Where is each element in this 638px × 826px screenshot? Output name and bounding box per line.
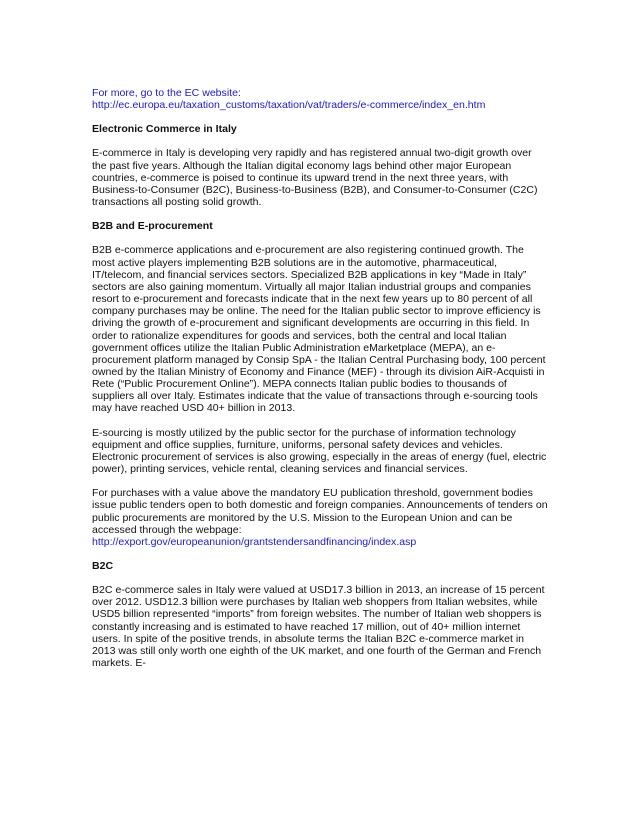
paragraph: B2C e-commerce sales in Italy were valued at USD17.3 billion in 2013, an increase of 15 percent over 2012. USD12.3 billion were purchases by Italian web shoppers from Italian websites, while USD5 billion represented “imports” from foreign websites. The number of Italian web shoppers is constantly increasing and is estimated to have reached 17 million, out of 40+ million internet users. In spite of the positive trends, in absolute terms the Italian B2C e-commerce market in 2013 was still only worth one eighth of the UK market, and one fourth of the German and French markets. E-: [92, 584, 545, 670]
section-ecommerce-italy: [92, 123, 548, 208]
section-heading: B2C: [92, 560, 114, 572]
section-heading: B2B and E-procurement: [92, 220, 213, 233]
paragraph: E-commerce in Italy is developing very rapidly and has registered annual two-digit growth over the past five years. Although the Italian digital economy lags behind other major European countries, e-commerce is poised to continue its upward trend in the next three years, with Business-to-Consumer (B2C), Business-to-Business (B2B), and Consumer-to-Consumer (C2C) transactions all posting solid growth.: [92, 147, 538, 209]
ec-website-link[interactable]: http://ec.europa.eu/taxation_customs/taxation/vat/traders/e-commerce/index_en.htm: [92, 99, 486, 112]
paragraph: E-sourcing is mostly utilized by the public sector for the purchase of information technology equipment and office supplies, furniture, uniforms, personal safety devices and vehicles. Electronic procurement of services is also growing, especially in the areas of energy (fuel, electric power), printing services, vehicle rental, cleaning services and financial services.: [92, 426, 547, 476]
procurement-link[interactable]: http://export.gov/europeanunion/grantstendersandfinancing/index.asp: [92, 535, 417, 548]
intro-block: [92, 87, 548, 111]
document-page: [92, 87, 548, 669]
intro-label: For more, go to the EC website:: [92, 87, 241, 99]
section-heading: Electronic Commerce in Italy: [92, 123, 237, 136]
section-b2c: [92, 560, 548, 669]
paragraph: B2B e-commerce applications and e-procurement are also registering continued growth. The most active players implementing B2B solutions are in the automotive, pharmaceutical, IT/telecom, and financial services sectors. Specialized B2B applications in key “Made in Italy” sectors are also gaining momentum. Virtually all major Italian industrial groups and companies resort to e-procurement and forecasts indicate that in the next few years up to 80 percent of all company purchases may be online. The need for the Italian public sector to improve efficiency is driving the growth of e-procurement and significant developments are occurring in this field. In order to rationalize expenditures for goods and services, both the central and local Italian government offices utilize the Italian Public Administration eMarketplace (MEPA), an e-procurement platform managed by Consip SpA - the Italian Central Purchasing body, 100 percent owned by the Italian Ministry of Economy and Finance (MEF) - through its division AiR-Acquisti in Rete (“Public Procurement Online”). MEPA connects Italian public bodies to thousands of suppliers all over Italy. Estimates indicate that the value of transactions through e-sourcing tools may have reached USD 40+ billion in 2013.: [92, 244, 546, 415]
paragraph: For purchases with a value above the mandatory EU publication threshold, government bodies issue public tenders open to both domestic and foreign companies. Announcements of tenders on public procurements are monitored by the U.S. Mission to the European Union and can be accessed through the webpage:: [92, 487, 548, 536]
section-b2b: [92, 220, 548, 548]
